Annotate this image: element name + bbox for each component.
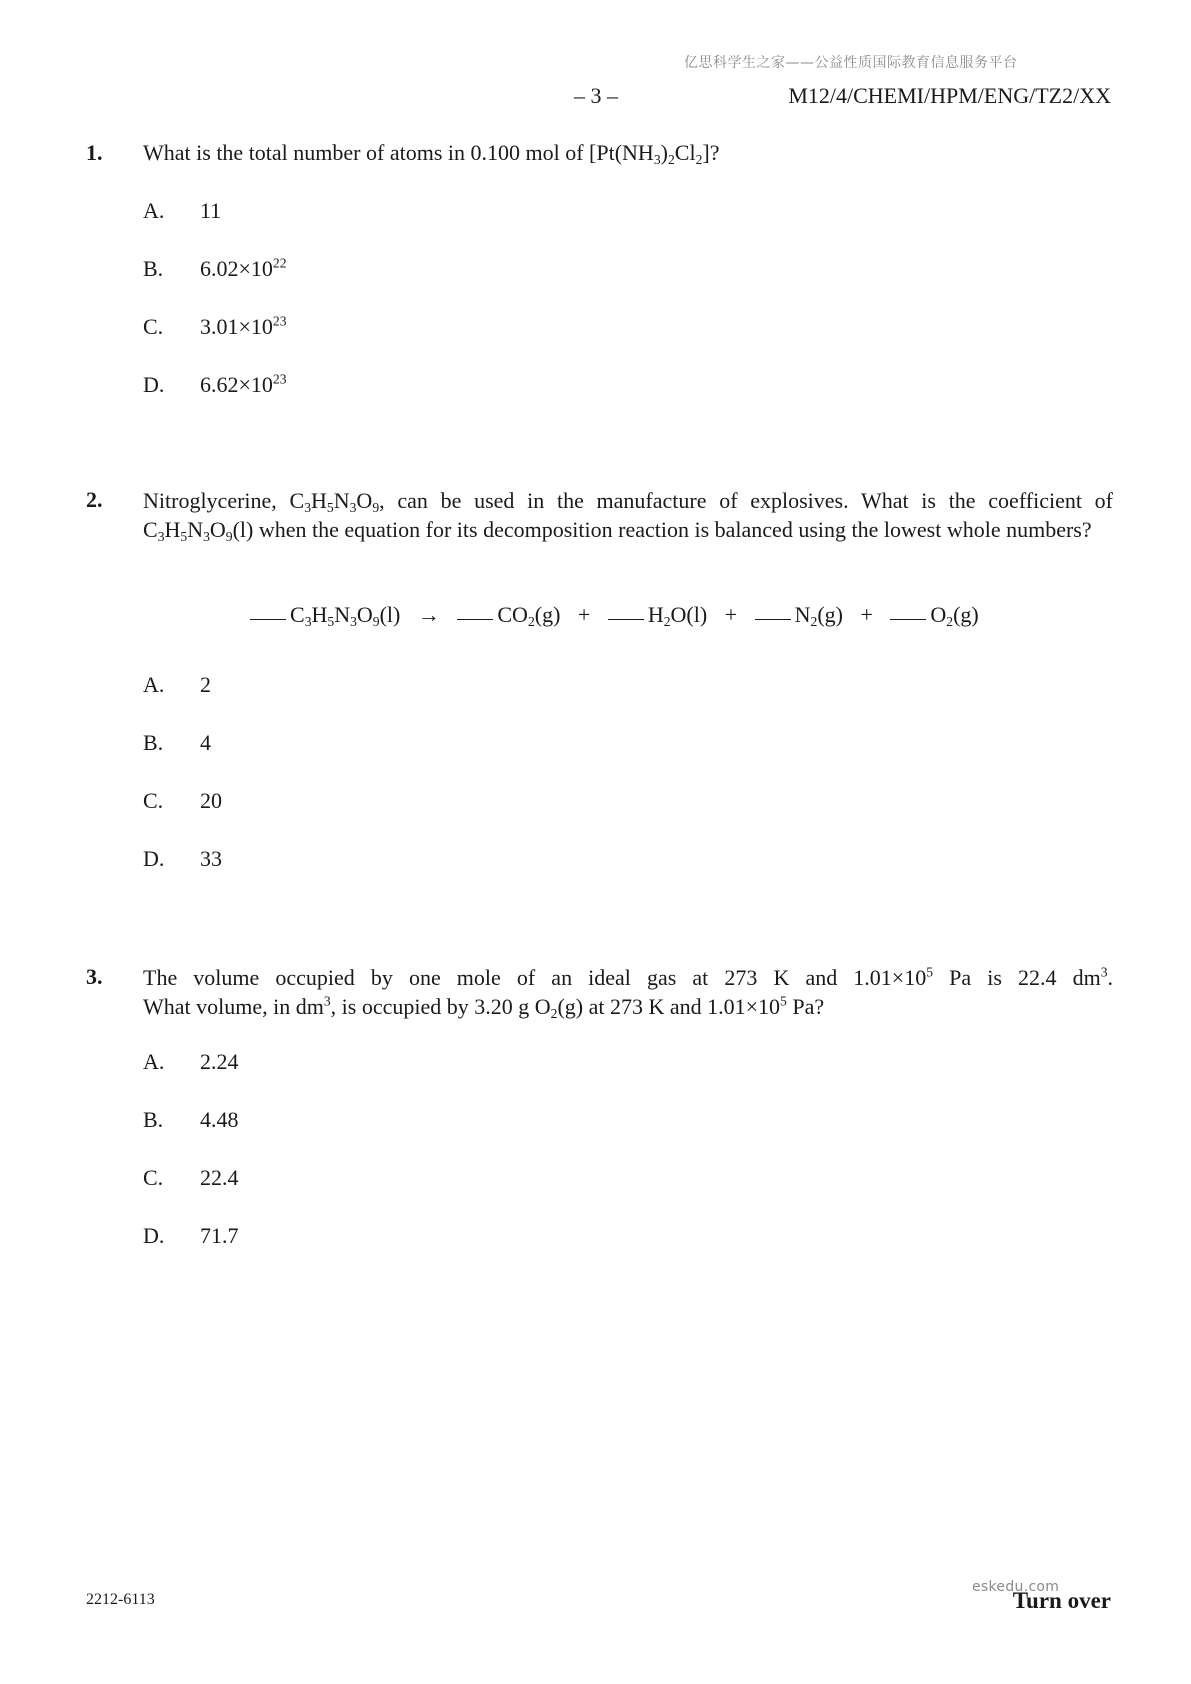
- equation-o2: $O_2(g)$: [930, 602, 979, 629]
- q1-option-c-letter: C.: [143, 314, 164, 339]
- question-3-text: [143, 963, 1113, 1021]
- equation-co2: $CO_2(g)$: [497, 602, 561, 629]
- q3-option-b-value: 4.48: [200, 1107, 239, 1132]
- q3-option-b-letter: B.: [143, 1107, 164, 1132]
- q2-option-d-value: 33: [200, 846, 222, 871]
- q1-option-d-value: $6.62\times 10^{23}$: [200, 371, 287, 397]
- coefficient-blank-o2: [890, 618, 926, 620]
- q2-option-c-value: 20: [200, 788, 222, 813]
- nitroglycerine-formula-liquid: $C_3H_5N_3O_9(l)$: [143, 517, 254, 544]
- equation-reactant: $C_3H_5N_3O_9(l)$: [290, 602, 401, 629]
- q2-option-c-letter: C.: [143, 788, 164, 813]
- plus-sign: +: [860, 602, 873, 627]
- question-3-line-2: What volume, in $dm^3$, is occupied by 3.20 g $O_2(g)$ at 273 K and $1.01\times 10^5$ Pa?: [143, 993, 825, 1021]
- question-2-number: 2.: [86, 487, 103, 512]
- q3-option-c-letter: C.: [143, 1165, 164, 1190]
- q3-option-c-value: 22.4: [200, 1165, 239, 1190]
- q3-option-a-letter: A.: [143, 1049, 165, 1074]
- question-3-number: 3.: [86, 964, 103, 989]
- q3-option-d-letter: D.: [143, 1223, 165, 1248]
- footer-exam-code: 2212-6113: [86, 1591, 155, 1608]
- paper-code: M12/4/CHEMI/HPM/ENG/TZ2/XX: [788, 83, 1111, 108]
- q2-option-a-value: 2: [200, 672, 211, 697]
- turn-over-label: Turn over: [1012, 1588, 1111, 1613]
- page-number: – 3 –: [574, 83, 618, 108]
- header-watermark: 亿思科学生之家——公益性质国际教育信息服务平台: [684, 55, 1018, 71]
- q3-option-a-value: 2.24: [200, 1049, 239, 1074]
- plus-sign: +: [724, 602, 738, 627]
- plus-sign: +: [577, 602, 591, 627]
- equation-n2: $N_2(g)$: [794, 602, 843, 629]
- q1-option-b-letter: B.: [143, 256, 164, 281]
- q1-option-a-letter: A.: [143, 198, 165, 223]
- coefficient-blank-co2: [457, 618, 493, 620]
- question-3-line-1: The volume occupied by one mole of an ideal gas at 273 K and $1.01\times 10^5$ Pa is 22.4 $dm^3$.: [143, 964, 1113, 990]
- q2-option-b-letter: B.: [143, 730, 164, 755]
- question-1-stem: What is the total number of atoms in 0.100 mol of: [143, 140, 584, 165]
- q2-option-a-letter: A.: [143, 672, 165, 697]
- q2-option-b-value: 4: [200, 730, 211, 755]
- equation-h2o: $H_2O(l)$: [647, 602, 708, 629]
- q1-option-d-letter: D.: [143, 372, 165, 397]
- question-2-text: Nitroglycerine, $C_3H_5N_3O_9$, can be used in the manufacture of explosives. What is the coefficient of $C_3H_5N_3O_9(l)$ when the equation for its decomposition reaction is balanced using the lowest whole numbers?: [143, 488, 1113, 544]
- reaction-arrow: →: [417, 602, 440, 627]
- q3-option-d-value: 71.7: [200, 1223, 239, 1248]
- q1-option-b-value: $6.02\times 10^{22}$: [200, 255, 287, 281]
- decomposition-equation: [250, 601, 979, 630]
- nitroglycerine-formula: $C_3H_5N_3O_9$: [289, 488, 380, 515]
- question-1-number: 1.: [86, 140, 103, 165]
- footer-watermark: eskedu.com: [972, 1579, 1060, 1595]
- q1-option-c-value: $3.01\times 10^{23}$: [200, 313, 287, 339]
- q2-option-d-letter: D.: [143, 846, 165, 871]
- coefficient-blank-n2: [755, 618, 791, 620]
- coefficient-blank-reactant: [250, 618, 286, 620]
- coefficient-blank-h2o: [608, 618, 644, 620]
- question-1-text: [143, 139, 1113, 168]
- platinum-complex-formula: $[Pt(NH_3)_2Cl_2]$?: [589, 140, 720, 167]
- q1-option-a-value: 11: [200, 198, 222, 223]
